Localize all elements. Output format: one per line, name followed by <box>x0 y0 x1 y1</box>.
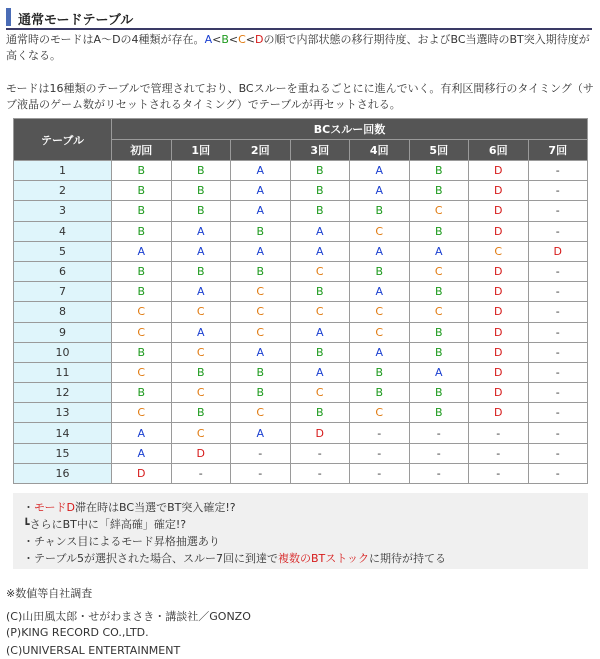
table-cell: A <box>231 241 291 261</box>
table-cell: C <box>290 383 350 403</box>
table-cell: A <box>350 161 410 181</box>
table-cell: B <box>409 383 469 403</box>
table-cell: B <box>171 261 231 281</box>
table-row <box>14 403 588 423</box>
table-cell: C <box>231 403 291 423</box>
table-cell: C <box>469 241 529 261</box>
table-cell: B <box>290 403 350 423</box>
table-cell: - <box>528 342 588 362</box>
table-cell: C <box>231 302 291 322</box>
table-row-label: 11 <box>14 362 112 382</box>
table-cell: - <box>290 463 350 483</box>
table-cell: - <box>528 261 588 281</box>
table-cell: B <box>290 342 350 362</box>
order-mode-b: B <box>221 33 229 46</box>
table-cell: A <box>290 241 350 261</box>
note-mode-d: モードD <box>34 501 76 514</box>
table-cell: B <box>171 362 231 382</box>
table-cell: B <box>409 161 469 181</box>
heading-accent-bar <box>6 8 11 26</box>
table-cell: - <box>528 383 588 403</box>
table-cell: C <box>171 302 231 322</box>
intro-text-b: の順で内部状態の移行期待度、およびBC当選時のBT突入期待度が高くなる。 <box>6 33 590 62</box>
table-cell: B <box>290 161 350 181</box>
table-cell: C <box>231 282 291 302</box>
table-cell: C <box>290 302 350 322</box>
page-title: 通常モードテーブル <box>18 13 134 28</box>
table-cell: A <box>290 362 350 382</box>
table-cell: A <box>290 221 350 241</box>
table-cell: B <box>231 383 291 403</box>
table-cell: B <box>171 201 231 221</box>
table-group-header: BCスルー回数 <box>112 119 588 140</box>
table-cell: D <box>469 342 529 362</box>
table-cell: C <box>350 322 410 342</box>
order-mode-c: C <box>238 33 246 46</box>
table-row-label: 9 <box>14 322 112 342</box>
table-row <box>14 302 588 322</box>
table-cell: B <box>290 201 350 221</box>
table-column-header: 1回 <box>171 140 231 161</box>
table-cell: B <box>112 282 172 302</box>
table-cell: - <box>469 463 529 483</box>
notes-box <box>13 493 588 569</box>
table-cell: A <box>231 161 291 181</box>
table-cell: D <box>469 261 529 281</box>
table-cell: D <box>469 201 529 221</box>
table-cell: B <box>231 362 291 382</box>
table-column-header: 4回 <box>350 140 410 161</box>
table-row <box>14 241 588 261</box>
table-cell: C <box>350 302 410 322</box>
table-cell: B <box>350 201 410 221</box>
copyright-3: (C)UNIVERSAL ENTERTAINMENT <box>6 644 181 657</box>
table-row <box>14 342 588 362</box>
table-cell: B <box>112 161 172 181</box>
table-cell: D <box>469 181 529 201</box>
table-row <box>14 383 588 403</box>
table-cell: - <box>469 443 529 463</box>
table-cell: B <box>171 161 231 181</box>
table-cell: D <box>469 221 529 241</box>
note-line-4-pre: ・テーブル5が選択された場合、スルー7回に到達で <box>23 552 279 565</box>
table-cell: D <box>528 241 588 261</box>
table-cell: A <box>112 443 172 463</box>
table-column-header: 5回 <box>409 140 469 161</box>
table-column-header: 7回 <box>528 140 588 161</box>
table-row-label: 12 <box>14 383 112 403</box>
table-column-header: 3回 <box>290 140 350 161</box>
table-cell: - <box>528 161 588 181</box>
table-cell: - <box>409 423 469 443</box>
table-cell: D <box>469 403 529 423</box>
table-row <box>14 181 588 201</box>
copyright-1: (C)山田風太郎・せがわまさき・講談社／GONZO <box>6 610 251 623</box>
table-cell: B <box>350 261 410 281</box>
note-line-2: ┗さらにBT中に「絆高確」確定!? <box>23 518 187 531</box>
table-cell: A <box>409 362 469 382</box>
table-cell: C <box>112 322 172 342</box>
table-cell: - <box>528 443 588 463</box>
table-row-label: 15 <box>14 443 112 463</box>
table-cell: - <box>409 443 469 463</box>
table-cell: - <box>528 463 588 483</box>
table-cell: - <box>528 403 588 423</box>
table-cell: - <box>350 443 410 463</box>
table-cell: - <box>528 362 588 382</box>
table-cell: A <box>171 322 231 342</box>
table-row-label: 1 <box>14 161 112 181</box>
table-cell: - <box>469 423 529 443</box>
table-cell: B <box>290 181 350 201</box>
table-cell: A <box>290 322 350 342</box>
table-cell: A <box>171 282 231 302</box>
table-cell: A <box>231 423 291 443</box>
table-row <box>14 201 588 221</box>
table-row-label: 2 <box>14 181 112 201</box>
table-cell: A <box>350 181 410 201</box>
table-body <box>14 161 588 484</box>
table-cell: B <box>350 362 410 382</box>
table-cell: C <box>112 403 172 423</box>
table-cell: B <box>231 261 291 281</box>
table-cell: B <box>350 383 410 403</box>
table-row <box>14 443 588 463</box>
table-row-label: 16 <box>14 463 112 483</box>
table-cell: D <box>469 282 529 302</box>
table-row-label: 3 <box>14 201 112 221</box>
table-cell: - <box>409 463 469 483</box>
table-cell: - <box>350 423 410 443</box>
table-cell: B <box>112 261 172 281</box>
table-cell: - <box>528 201 588 221</box>
table-row <box>14 322 588 342</box>
intro-paragraph-2: モードは16種類のテーブルで管理されており、BCスルーを重ねるごとにに進んでいく。有利区間移行のタイミング（サブ液晶のゲーム数がリセットされるタイミング）でテーブルが再セットされる。 <box>6 82 594 111</box>
table-cell: B <box>231 221 291 241</box>
table-col-header: テーブル <box>14 119 112 161</box>
table-cell: D <box>469 302 529 322</box>
intro-text-a: 通常時のモードはA〜Dの4種類が存在。 <box>6 33 205 46</box>
table-cell: D <box>469 383 529 403</box>
table-cell: D <box>290 423 350 443</box>
table-cell: C <box>112 302 172 322</box>
table-cell: B <box>290 282 350 302</box>
table-cell: B <box>112 342 172 362</box>
table-cell: D <box>469 362 529 382</box>
table-cell: A <box>409 241 469 261</box>
table-cell: C <box>409 201 469 221</box>
note-line-1 <box>23 499 588 516</box>
table-cell: D <box>469 322 529 342</box>
intro-paragraph-1 <box>6 32 594 64</box>
table-cell: - <box>528 181 588 201</box>
table-row <box>14 221 588 241</box>
table-cell: - <box>528 282 588 302</box>
section-heading <box>6 6 592 30</box>
note-multi-bt-stock: 複数のBTストック <box>278 552 369 565</box>
table-row-label: 14 <box>14 423 112 443</box>
table-cell: A <box>171 221 231 241</box>
table-row <box>14 423 588 443</box>
order-lt-3: < <box>245 33 255 46</box>
note-line-1-text: 滞在時はBC当選でBT突入確定!? <box>75 501 236 514</box>
table-row-label: 10 <box>14 342 112 362</box>
table-cell: B <box>409 282 469 302</box>
table-cell: - <box>528 302 588 322</box>
table-cell: B <box>409 403 469 423</box>
table-cell: D <box>112 463 172 483</box>
note-line-4 <box>23 550 588 567</box>
order-mode-a: A <box>204 33 213 46</box>
table-row-label: 13 <box>14 403 112 423</box>
table-cell: C <box>171 423 231 443</box>
table-cell: - <box>171 463 231 483</box>
table-row <box>14 261 588 281</box>
table-cell: C <box>409 261 469 281</box>
table-cell: C <box>409 302 469 322</box>
table-row <box>14 161 588 181</box>
table-cell: C <box>112 362 172 382</box>
table-cell: A <box>350 241 410 261</box>
table-cell: C <box>171 383 231 403</box>
table-cell: A <box>350 342 410 362</box>
table-row <box>14 282 588 302</box>
table-cell: - <box>290 443 350 463</box>
table-cell: C <box>350 221 410 241</box>
note-line-4-post: に期待が持てる <box>368 552 446 565</box>
order-lt-1: < <box>212 33 222 46</box>
order-lt-2: < <box>228 33 239 46</box>
table-cell: A <box>231 342 291 362</box>
order-mode-d: D <box>254 33 264 46</box>
table-cell: A <box>112 423 172 443</box>
table-row-label: 5 <box>14 241 112 261</box>
table-cell: - <box>231 463 291 483</box>
table-cell: - <box>528 221 588 241</box>
table-column-header: 6回 <box>469 140 529 161</box>
table-cell: A <box>112 241 172 261</box>
table-cell: B <box>112 221 172 241</box>
table-cell: B <box>409 181 469 201</box>
table-cell: - <box>528 423 588 443</box>
copyright-2: (P)KING RECORD CO.,LTD. <box>6 626 149 639</box>
mode-table <box>13 118 588 484</box>
table-cell: A <box>171 241 231 261</box>
note-bullet: ・ <box>23 501 34 514</box>
table-cell: B <box>409 342 469 362</box>
table-cell: C <box>171 342 231 362</box>
table-row-label: 7 <box>14 282 112 302</box>
table-cell: C <box>350 403 410 423</box>
table-cell: A <box>231 201 291 221</box>
table-cell: B <box>171 181 231 201</box>
table-cell: C <box>290 261 350 281</box>
table-cell: - <box>528 322 588 342</box>
table-cell: B <box>112 383 172 403</box>
table-row-label: 6 <box>14 261 112 281</box>
table-row <box>14 463 588 483</box>
table-cell: - <box>350 463 410 483</box>
table-column-header: 初回 <box>112 140 172 161</box>
table-row-label: 8 <box>14 302 112 322</box>
table-row-label: 4 <box>14 221 112 241</box>
table-cell: A <box>231 181 291 201</box>
table-cell: C <box>231 322 291 342</box>
table-cell: B <box>112 181 172 201</box>
survey-note: ※数値等自社調査 <box>6 587 93 600</box>
table-cell: B <box>112 201 172 221</box>
table-cell: D <box>469 161 529 181</box>
table-row <box>14 362 588 382</box>
table-cell: D <box>171 443 231 463</box>
table-cell: - <box>231 443 291 463</box>
table-cell: B <box>171 403 231 423</box>
note-line-3: ・チャンス目によるモード昇格抽選あり <box>23 535 220 548</box>
table-cell: A <box>350 282 410 302</box>
table-cell: B <box>409 322 469 342</box>
table-column-header: 2回 <box>231 140 291 161</box>
table-cell: B <box>409 221 469 241</box>
